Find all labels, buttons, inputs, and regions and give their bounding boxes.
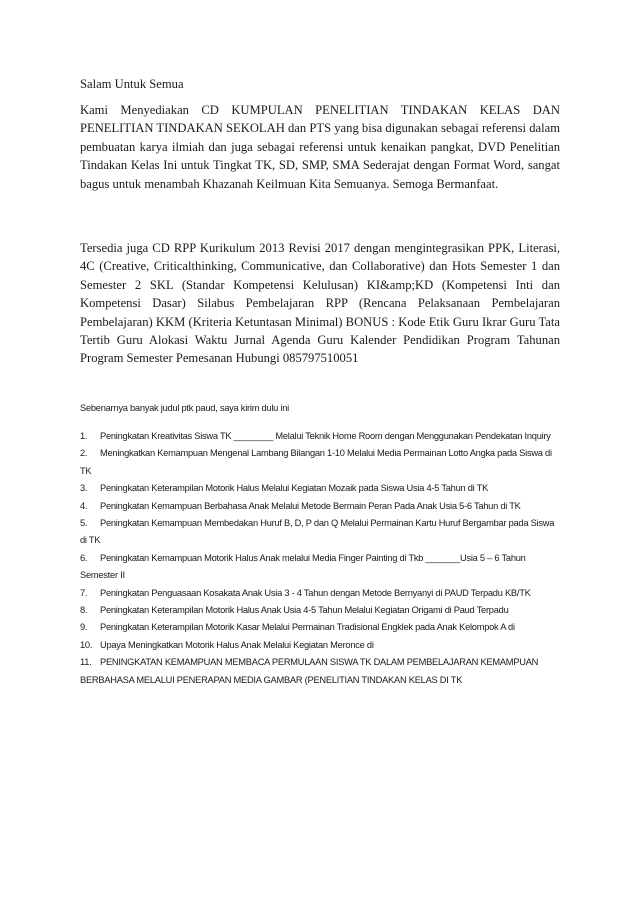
list-item: 2. Meningkatkan Kemampuan Mengenal Lambang Bilangan 1-10 Melalui Media Permainan Lotto Angka pada Siswa di TK: [80, 448, 552, 476]
greeting: Salam Untuk Semua: [80, 77, 184, 91]
list-item: 6. Peningkatan Kemampuan Motorik Halus Anak melalui Media Finger Painting di Tkb _______Usia 5 – 6 Tahun Semester II: [80, 552, 526, 581]
list-item: 11. PENINGKATAN KEMAMPUAN MEMBACA PERMULAAN SISWA TK DALAM PEMBELAJARAN KEMAMPUAN BERBAHASA MELALUI PENERAPAN MEDIA GAMBAR (PENELITIAN TINDAKAN KELAS DI TK: [80, 657, 539, 685]
list-item: 8. Peningkatan Keterampilan Motorik Halus Anak Usia 4-5 Tahun Melalui Kegiatan Origami di Paud Terpadu: [80, 605, 509, 616]
list-item: 9. Peningkatan Keterampilan Motorik Kasar Melalui Permainan Tradisional Engklek pada Anak Kelompok A di: [80, 622, 515, 633]
product-paragraph: Tersedia juga CD RPP Kurikulum 2013 Revisi 2017 dengan mengintegrasikan PPK, Literasi, 4C (Creative, Criticalthinking, Communicative, dan Collaborative) dan Hots Semester 1 dan Semester 2 SKL (Standar Kompetensi Kelulusan) KI&amp;KD (Kompetensi Inti dan Kompetensi Dasar) Silabus Pembelajaran RPP (Rencana Pelaksanaan Pembelajaran Pembelajaran) KKM (Kriteria Ketuntasan Minimal) BONUS : Kode Etik Guru Ikrar Guru Tata Tertib Guru Alokasi Waktu Jurnal Agenda Guru Kalender Pendidikan Program Tahunan Program Semester Pemesanan Hubungi 085797510051: [80, 241, 560, 366]
title-list: [80, 428, 560, 689]
list-item: 10. Upaya Meningkatkan Motorik Halus Anak Melalui Kegiatan Meronce di: [80, 639, 374, 650]
list-item: 7. Peningkatan Penguasaan Kosakata Anak Usia 3 - 4 Tahun dengan Metode Bernyanyi di PAUD Terpadu KB/TK: [80, 587, 531, 598]
list-intro: Sebenarnya banyak judul ptk paud, saya kirim dulu ini: [80, 403, 289, 413]
list-item: 3. Peningkatan Keterampilan Motorik Halus Melalui Kegiatan Mozaik pada Siswa Usia 4-5 Tahun di TK: [80, 483, 489, 494]
intro-paragraph: Kami Menyediakan CD KUMPULAN PENELITIAN TINDAKAN KELAS DAN PENELITIAN TINDAKAN SEKOLAH dan PTS yang bisa digunakan sebagai referensi dalam pembuatan karya ilmiah dan juga sebagai referensi untuk kenaikan pangkat, DVD Penelitian Tindakan Kelas Ini untuk Tingkat TK, SD, SMP, SMA Sederajat dengan Format Word, sangat bagus untuk menambah Khazanah Keilmuan Kita Semuanya. Semoga Bermanfaat.: [80, 103, 560, 191]
list-item: 4. Peningkatan Kemampuan Berbahasa Anak Melalui Metode Bermain Peran Pada Anak Usia 5-6 Tahun di TK: [80, 500, 521, 511]
list-item: 5. Peningkatan Kemampuan Membedakan Huruf B, D, P dan Q Melalui Permainan Kartu Huruf Bergambar pada Siswa di TK: [80, 518, 555, 546]
list-item: 1. Peningkatan Kreativitas Siswa TK ________ Melalui Teknik Home Room dengan Menggunakan Pendekatan Inquiry: [80, 431, 551, 441]
